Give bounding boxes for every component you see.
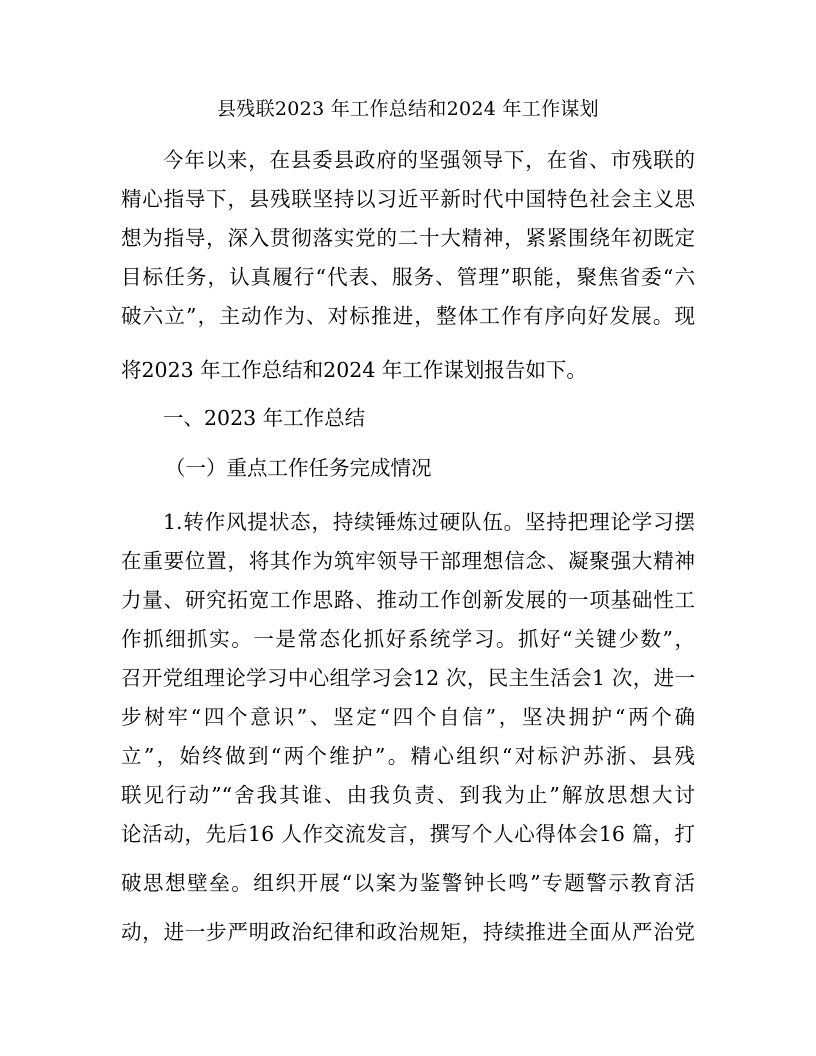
intro-line: 想为指导，深入贯彻落实党的二十大精神，紧紧围绕年初既定 (121, 226, 695, 250)
intro-line: 精心指导下，县残联坚持以习近平新时代中国特色社会主义思 (121, 187, 695, 211)
body-line: 破思想壁垒。组织开展“以案为鉴警钟长鸣”专题警示教育活 (121, 871, 695, 895)
body-line: 作抓细抓实。一是常态化抓好系统学习。抓好“关键少数”， (121, 627, 695, 651)
body-line: 步树牢“四个意识”、坚定“四个自信”，坚决拥护“两个确 (121, 705, 695, 729)
intro-line: 目标任务，认真履行“代表、服务、管理”职能，聚焦省委“六 (121, 265, 695, 289)
body-line: 联见行动”“舍我其谁、由我负责、到我为止”解放思想大讨 (121, 783, 695, 807)
body-line: 1.转作风提状态，持续锤炼过硬队伍。坚持把理论学习摆 (163, 510, 695, 534)
body-line: 在重要位置，将其作为筑牢领导干部理想信念、凝聚强大精神 (121, 549, 695, 573)
document-title: 县残联2023 年工作总结和2024 年工作谋划 (217, 98, 599, 120)
body-line: 力量、研究拓宽工作思路、推动工作创新发展的一项基础性工 (121, 588, 695, 612)
body-line: 动，进一步严明政治纪律和政治规矩，持续推进全面从严治党 (121, 920, 695, 944)
section-heading: 一、2023 年工作总结 (163, 406, 366, 430)
intro-line: 将2023 年工作总结和2024 年工作谋划报告如下。 (121, 358, 587, 382)
body-line: 立”，始终做到“两个维护”。精心组织“对标沪苏浙、县残 (121, 744, 695, 768)
intro-line: 破六立”，主动作为、对标推进，整体工作有序向好发展。现 (121, 304, 695, 328)
subsection-heading: （一）重点工作任务完成情况 (165, 456, 432, 480)
body-line: 论活动，先后16 人作交流发言，撰写个人心得体会16 篇，打 (121, 822, 695, 846)
body-line: 召开党组理论学习中心组学习会12 次，民主生活会1 次，进一 (121, 666, 695, 690)
intro-line: 今年以来，在县委县政府的坚强领导下，在省、市残联的 (163, 148, 695, 172)
